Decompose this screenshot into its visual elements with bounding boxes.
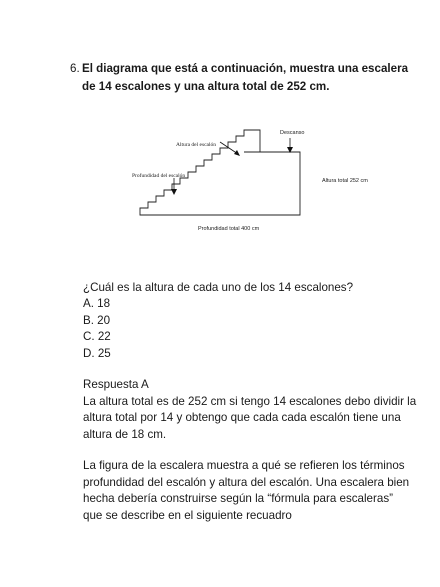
question-line-1: El diagrama que está a continuación, muestra una escalera <box>82 62 409 75</box>
paragraph-line-3: hecha debería construirse según la “fórmula para escaleras” <box>83 492 393 505</box>
paragraph-line-4: que se describe en el siguiente recuadro <box>83 508 292 522</box>
paragraph-line-1: La figura de la escalera muestra a qué se refieren los términos <box>83 459 405 472</box>
paragraph-line-2: profundidad del escalón y altura del escalón. Una escalera bien <box>83 475 410 489</box>
option-c[interactable]: C. 22 <box>83 330 111 343</box>
label-descanso: Descanso <box>280 130 305 136</box>
option-b[interactable]: B. 20 <box>83 313 111 327</box>
options-list <box>83 296 111 362</box>
label-altura-total: Altura total 252 cm <box>322 178 368 184</box>
question-line-2: de 14 escalones y una altura total de 252 cm. <box>82 80 330 93</box>
answer-line-3: altura de 18 cm. <box>83 427 167 441</box>
prompt: ¿Cuál es la altura de cada uno de los 14 escalones? <box>83 281 354 294</box>
step-height-arrowhead <box>234 150 240 156</box>
answer-line-1: La altura total es de 252 cm si tengo 14 escalones debo dividir la <box>83 394 417 408</box>
label-profundidad-total: Profundidad total 400 cm <box>198 226 260 232</box>
question-heading <box>70 60 410 96</box>
step-depth-arrowhead <box>171 189 177 195</box>
explanation-paragraph <box>83 458 410 524</box>
label-profundidad-escalon: Profundidad del escalón <box>132 173 186 179</box>
answer-title: Respuesta A <box>83 378 149 391</box>
question-number: 6. <box>70 62 80 75</box>
answer-line-2: altura total por 14 y obtengo que cada cada escalón tiene una <box>83 411 401 424</box>
staircase-diagram <box>120 120 390 240</box>
label-altura-escalon: Altura del escalón <box>176 142 217 148</box>
option-a[interactable]: A. 18 <box>83 297 111 310</box>
option-d[interactable]: D. 25 <box>83 346 111 360</box>
answer-block <box>83 377 417 443</box>
